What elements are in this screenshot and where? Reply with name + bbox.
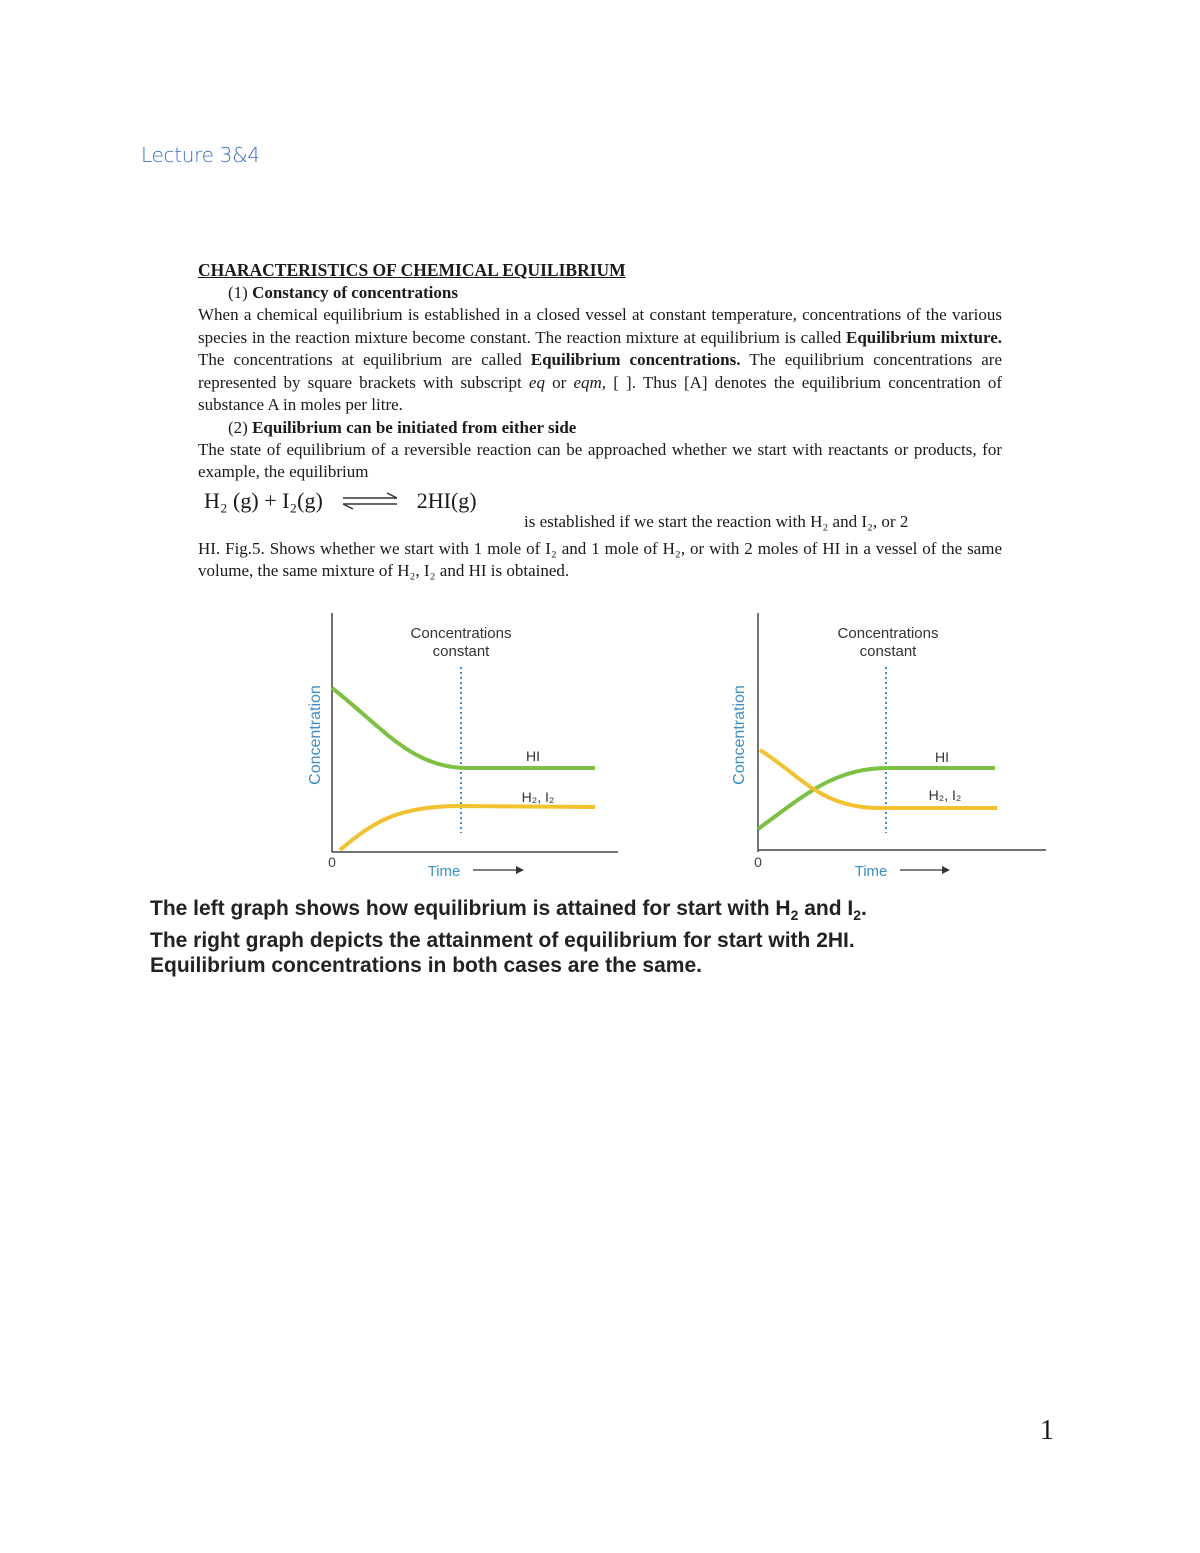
paragraph-2: The state of equilibrium of a reversible reaction can be approached whether we start with reactants or products, for example, the equilibrium (198, 439, 1002, 481)
subheading-1: (1) Constancy of concentrations (228, 283, 458, 302)
left-h2i2-curve (340, 806, 595, 850)
equation-continuation: is established if we start the reaction with H₂ and I₂, or 2 (524, 511, 909, 531)
left-origin-label: 0 (328, 854, 336, 870)
page-number: 1 (1040, 1415, 1054, 1446)
right-annotation-line1: Concentrations (837, 625, 939, 642)
left-hi-curve (332, 688, 595, 768)
reaction-equation (198, 484, 1002, 538)
right-x-axis-label: Time (854, 863, 888, 880)
left-h2i2-label: H₂, I₂ (521, 789, 555, 805)
caption-line-2: The right graph depicts the attainment of equilibrium for start with 2HI. (150, 929, 855, 953)
left-annotation-line2: constant (432, 643, 490, 660)
equilibrium-figure (290, 605, 1060, 895)
right-annotation-line2: constant (859, 643, 917, 660)
equilibrium-arrow-icon (341, 492, 399, 510)
right-hi-label: HI (935, 749, 949, 765)
document-body (198, 258, 1002, 583)
subheading-2: (2) Equilibrium can be initiated from either side (228, 417, 577, 437)
section-title: CHARACTERISTICS OF CHEMICAL EQUILIBRIUM (198, 260, 626, 280)
caption-line-1: The left graph shows how equilibrium is attained for start with $H_2$ and $I_2$. (150, 897, 867, 924)
paragraph-3: HI. Fig.5. Shows whether we start with 1 mole of I₂ and 1 mole of H₂, or with 2 moles of HI in a vessel of the same volume, the same mixture of H₂, I₂ and HI is obtained. (198, 538, 1002, 580)
left-y-axis-label: Concentration (307, 685, 324, 785)
page-header: Lecture 3&4 (141, 143, 260, 167)
right-origin-label: 0 (754, 854, 762, 870)
left-hi-label: HI (526, 748, 540, 764)
paragraph-1: When a chemical equilibrium is established in a closed vessel at constant temperature, concentrations of the various species in the reaction mixture become constant. The reaction mixture at equilibrium is called Equilibrium mixture. The concentrations at equilibrium are called Equilibrium concentrations. The equilibrium concentrations are represented by square brackets with subscript eq or eqm, [ ]. Thus [A] denotes the equilibrium concentration of substance A in moles per litre. (198, 305, 1003, 414)
right-h2i2-label: H₂, I₂ (928, 787, 962, 803)
right-y-axis-label: Concentration (731, 685, 748, 785)
left-annotation-line1: Concentrations (410, 625, 512, 642)
caption-line-3: Equilibrium concentrations in both cases are the same. (150, 954, 702, 978)
left-x-axis-label: Time (427, 863, 461, 880)
right-graph (731, 613, 1046, 880)
equation-reactants: H₂ (g) + I₂(g) (204, 487, 323, 513)
equation-products: 2HI(g) (416, 487, 477, 513)
left-graph (307, 613, 618, 880)
figure-caption (150, 896, 1070, 978)
